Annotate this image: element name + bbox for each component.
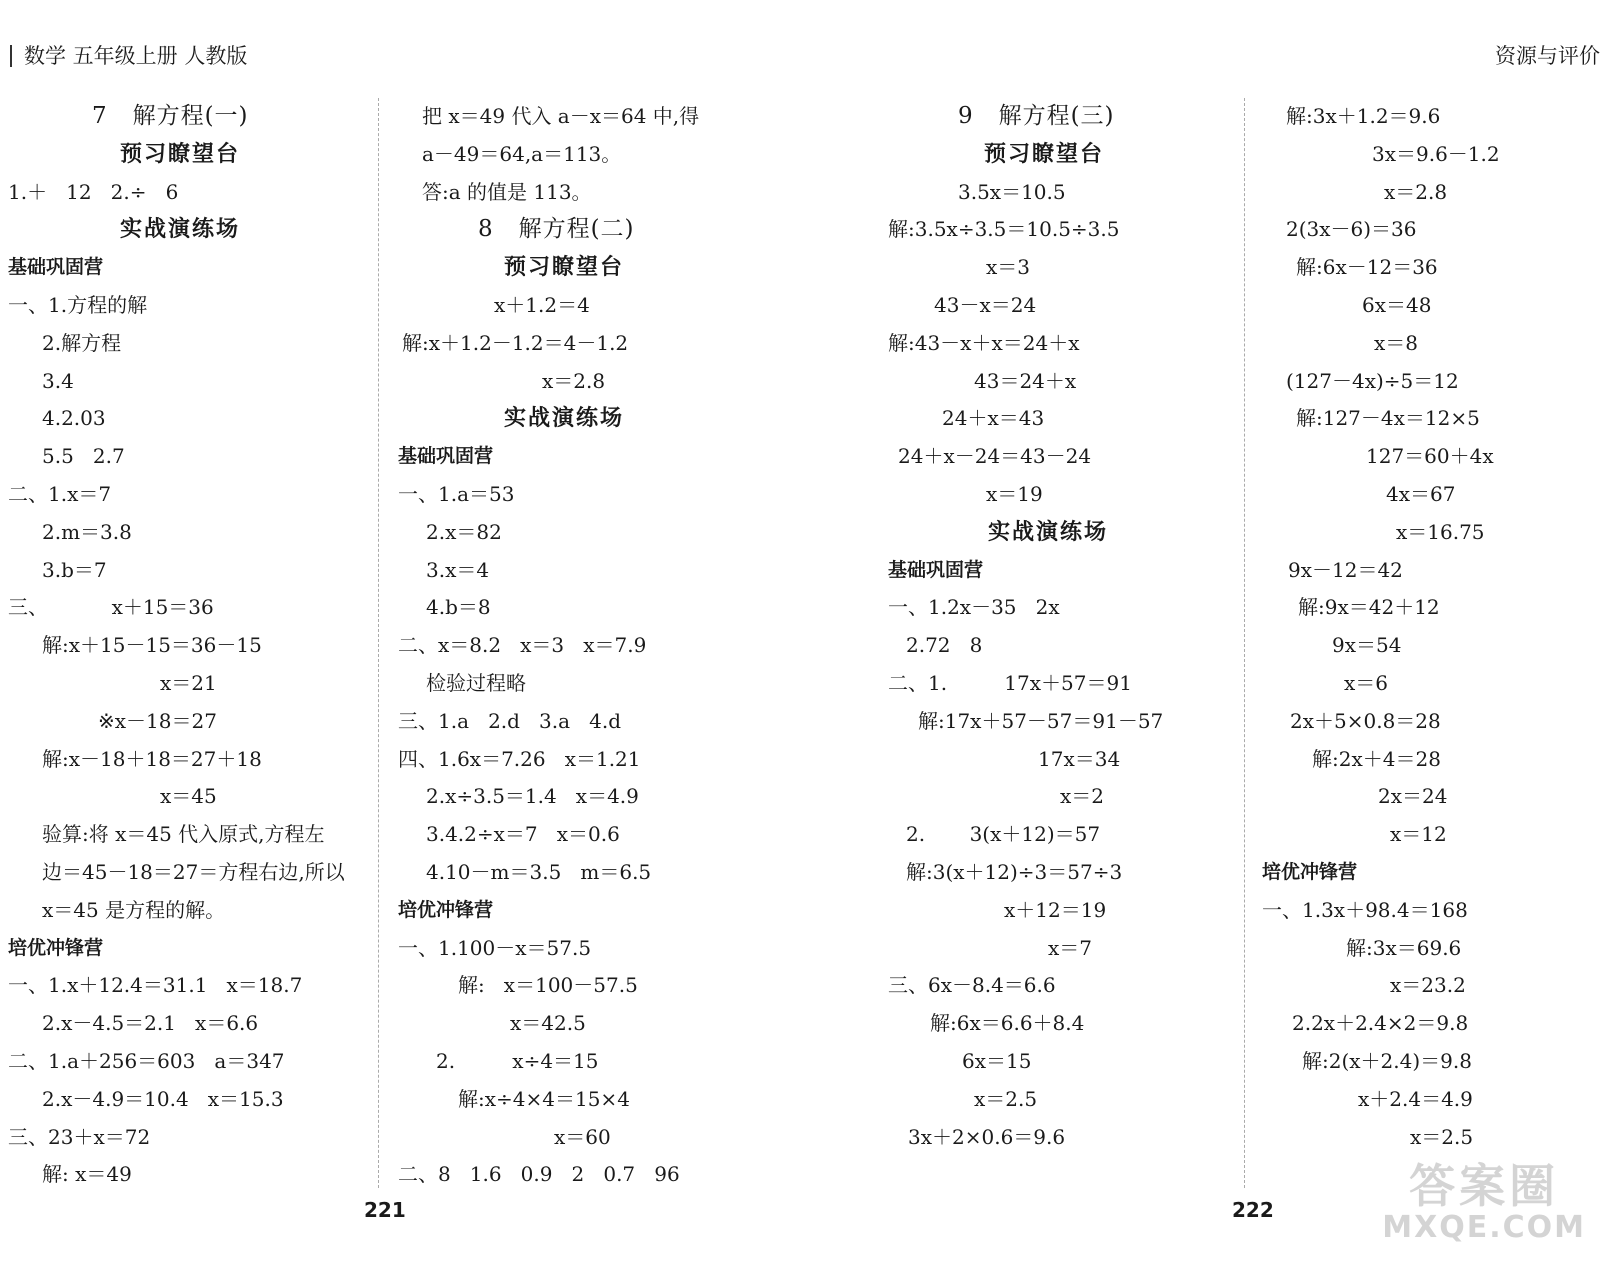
- answer-line: 解:3.5x÷3.5＝10.5÷3.5: [888, 217, 1120, 242]
- answer-line: 2. x÷4＝15: [436, 1048, 599, 1073]
- answer-line: 解:17x＋57－57＝91－57: [918, 708, 1164, 733]
- answer-line: 24＋x＝43: [942, 406, 1045, 431]
- answer-line: 3.4: [42, 368, 74, 393]
- answer-column-1: [8, 98, 380, 1194]
- page-number-right: 222: [1232, 1198, 1274, 1222]
- answer-line: x＝12: [1390, 822, 1447, 847]
- answer-line: 解:3x＝69.6: [1346, 935, 1462, 960]
- column-divider: [378, 98, 379, 1188]
- answer-line: 2x＝24: [1378, 784, 1448, 809]
- answer-line: 3.b＝7: [42, 557, 107, 582]
- header-bar: [10, 45, 12, 67]
- answer-line: x＝2.8: [1384, 179, 1448, 204]
- answer-line: 一、1.2x－35 2x: [888, 595, 1060, 620]
- answer-line: 2.72 8: [906, 633, 983, 658]
- answer-line: x＝60: [554, 1124, 611, 1149]
- answer-line: 1.＋ 12 2.÷ 6: [8, 179, 179, 204]
- answer-line: x＝8: [1374, 330, 1419, 355]
- answer-line: 17x＝34: [1038, 746, 1121, 771]
- answer-line: 4.10－m＝3.5 m＝6.5: [426, 859, 652, 884]
- answer-line: ※x－18＝27: [98, 708, 217, 733]
- answer-line: 解:x＋15－15＝36－15: [42, 633, 262, 658]
- answer-line: 二、1.a＋256＝603 a＝347: [8, 1048, 285, 1073]
- answer-line: x＝16.75: [1396, 519, 1485, 544]
- answer-line: x＝19: [986, 481, 1043, 506]
- answer-line: 三、 x＋15＝36: [8, 595, 214, 620]
- answer-line: 检验过程略: [426, 670, 526, 695]
- answer-line: 3.x＝4: [426, 557, 490, 582]
- answer-line: 2. 3(x＋12)＝57: [906, 822, 1101, 847]
- answer-line: 实战演练场: [504, 406, 625, 432]
- answer-line: 4x＝67: [1386, 481, 1456, 506]
- answer-line: 二、8 1.6 0.9 2 0.7 96: [398, 1162, 680, 1187]
- answer-line: x＝7: [1048, 935, 1093, 960]
- answer-line: 2.m＝3.8: [42, 519, 132, 544]
- answer-line: 培优冲锋营: [1262, 860, 1358, 883]
- answer-line: 解:x－18＋18＝27＋18: [42, 746, 262, 771]
- answer-line: 三、6x－8.4＝6.6: [888, 973, 1056, 998]
- answer-line: 2.2x＋2.4×2＝9.8: [1292, 1011, 1469, 1036]
- answer-line: x＝42.5: [510, 1011, 586, 1036]
- answer-line: 二、x＝8.2 x＝3 x＝7.9: [398, 633, 647, 658]
- answer-line: 8 解方程(二): [478, 216, 635, 243]
- page-number-left: 221: [364, 1198, 406, 1222]
- answer-line: 解: x＝100－57.5: [458, 973, 638, 998]
- answer-line: 基础巩固营: [398, 445, 494, 468]
- answer-line: 43－x＝24: [934, 292, 1037, 317]
- answer-column-2: [398, 98, 768, 1194]
- answer-line: x＝21: [160, 670, 217, 695]
- answer-line: 9 解方程(三): [958, 103, 1115, 129]
- answer-line: 解:x÷4×4＝15×4: [458, 1086, 630, 1111]
- answer-line: x＝3: [986, 255, 1031, 280]
- answer-line: 2x＋5×0.8＝28: [1290, 708, 1441, 733]
- answer-line: 边＝45－18＝27＝方程右边,所以: [42, 859, 345, 884]
- answer-line: 5.5 2.7: [42, 444, 125, 469]
- answer-line: 培优冲锋营: [398, 898, 494, 921]
- answer-line: 3x＋2×0.6＝9.6: [908, 1124, 1066, 1149]
- answer-line: x＋1.2＝4: [494, 292, 590, 317]
- answer-line: 解:127－4x＝12×5: [1296, 406, 1480, 431]
- answer-line: x＝2.5: [1410, 1124, 1474, 1149]
- answer-line: x＝2: [1060, 784, 1105, 809]
- answer-line: 3.4.2÷x＝7 x＝0.6: [426, 822, 620, 847]
- answer-line: 2.x－4.5＝2.1 x＝6.6: [42, 1011, 259, 1036]
- answer-line: 三、23＋x＝72: [8, 1124, 151, 1149]
- running-header-right: 资源与评价: [1495, 44, 1600, 68]
- answer-line: 解:3(x＋12)÷3＝57÷3: [906, 859, 1123, 884]
- watermark-line2: MXQE.COM: [1382, 1210, 1586, 1245]
- column-divider: [1244, 98, 1245, 1188]
- answer-line: 解:x＋1.2－1.2＝4－1.2: [402, 330, 629, 355]
- answer-line: 4.b＝8: [426, 595, 491, 620]
- answer-line: 解:3x＋1.2＝9.6: [1286, 104, 1441, 128]
- watermark-logo: [1382, 1150, 1586, 1245]
- answer-line: x＋12＝19: [1004, 897, 1107, 922]
- answer-line: 三、1.a 2.d 3.a 4.d: [398, 708, 621, 733]
- answer-column-3: [888, 98, 1258, 1156]
- answer-line: 127＝60＋4x: [1366, 444, 1494, 469]
- answer-line: 基础巩固营: [8, 256, 104, 279]
- answer-line: 3.5x＝10.5: [958, 179, 1066, 204]
- answer-line: 3x＝9.6－1.2: [1372, 141, 1500, 166]
- answer-line: 解:6x＝6.6＋8.4: [930, 1011, 1085, 1036]
- answer-line: 验算:将 x＝45 代入原式,方程左: [42, 822, 325, 847]
- answer-line: x＝23.2: [1390, 973, 1466, 998]
- answer-line: 6x＝15: [962, 1048, 1032, 1073]
- answer-line: 把 x＝49 代入 a－x＝64 中,得: [422, 104, 700, 128]
- answer-line: 答:a 的值是 113。: [422, 179, 592, 204]
- answer-line: x＝2.5: [974, 1086, 1038, 1111]
- answer-line: 一、1.100－x＝57.5: [398, 935, 592, 960]
- answer-line: 9x－12＝42: [1288, 557, 1403, 582]
- answer-line: (127－4x)÷5＝12: [1286, 368, 1459, 393]
- answer-line: 2.x÷3.5＝1.4 x＝4.9: [426, 784, 639, 809]
- running-header-left: [10, 40, 247, 70]
- answer-line: x＝45 是方程的解。: [42, 897, 226, 922]
- answer-line: 解: x＝49: [42, 1162, 132, 1187]
- answer-line: 一、1.方程的解: [8, 292, 148, 317]
- answer-line: 解:2x＋4＝28: [1312, 746, 1441, 771]
- answer-line: 解:6x－12＝36: [1296, 255, 1438, 280]
- answer-line: 6x＝48: [1362, 292, 1432, 317]
- watermark-line1: 答案圈: [1409, 1159, 1560, 1213]
- answer-line: 7 解方程(一): [92, 103, 249, 129]
- answer-line: 四、1.6x＝7.26 x＝1.21: [398, 746, 641, 771]
- answer-line: 基础巩固营: [888, 558, 984, 581]
- answer-line: 2.解方程: [42, 330, 122, 355]
- answer-line: 一、1.3x＋98.4＝168: [1262, 897, 1468, 922]
- answer-line: 预习瞭望台: [984, 141, 1105, 167]
- answer-column-4: [1262, 98, 1600, 1156]
- answer-line: 培优冲锋营: [8, 936, 104, 959]
- answer-line: 2(3x－6)＝36: [1286, 217, 1417, 242]
- answer-line: 二、1. 17x＋57＝91: [888, 670, 1132, 695]
- answer-line: 4.2.03: [42, 406, 106, 431]
- answer-line: 二、1.x＝7: [8, 481, 112, 506]
- answer-line: 解:9x＝42＋12: [1298, 595, 1440, 620]
- answer-line: 解:43－x＋x＝24＋x: [888, 330, 1080, 355]
- answer-line: 实战演练场: [120, 217, 241, 243]
- answer-line: x＋2.4＝4.9: [1358, 1086, 1473, 1111]
- answer-line: 9x＝54: [1332, 633, 1402, 658]
- answer-line: x＝2.8: [542, 368, 606, 393]
- answer-line: 一、1.x＋12.4＝31.1 x＝18.7: [8, 973, 303, 998]
- header-book-title: 数学 五年级上册 人教版: [24, 44, 248, 68]
- answer-line: 实战演练场: [988, 519, 1109, 545]
- answer-line: 解:2(x＋2.4)＝9.8: [1302, 1048, 1472, 1073]
- answer-line: a－49＝64,a＝113。: [422, 141, 622, 166]
- answer-line: 2.x＝82: [426, 519, 502, 544]
- answer-line: 24＋x－24＝43－24: [898, 444, 1092, 469]
- answer-line: 预习瞭望台: [120, 141, 241, 167]
- answer-line: x＝6: [1344, 670, 1389, 695]
- answer-line: x＝45: [160, 784, 217, 809]
- answer-line: 43＝24＋x: [974, 368, 1077, 393]
- answer-line: 预习瞭望台: [504, 255, 625, 281]
- answer-line: 一、1.a＝53: [398, 481, 515, 506]
- answer-line: 2.x－4.9＝10.4 x＝15.3: [42, 1086, 284, 1111]
